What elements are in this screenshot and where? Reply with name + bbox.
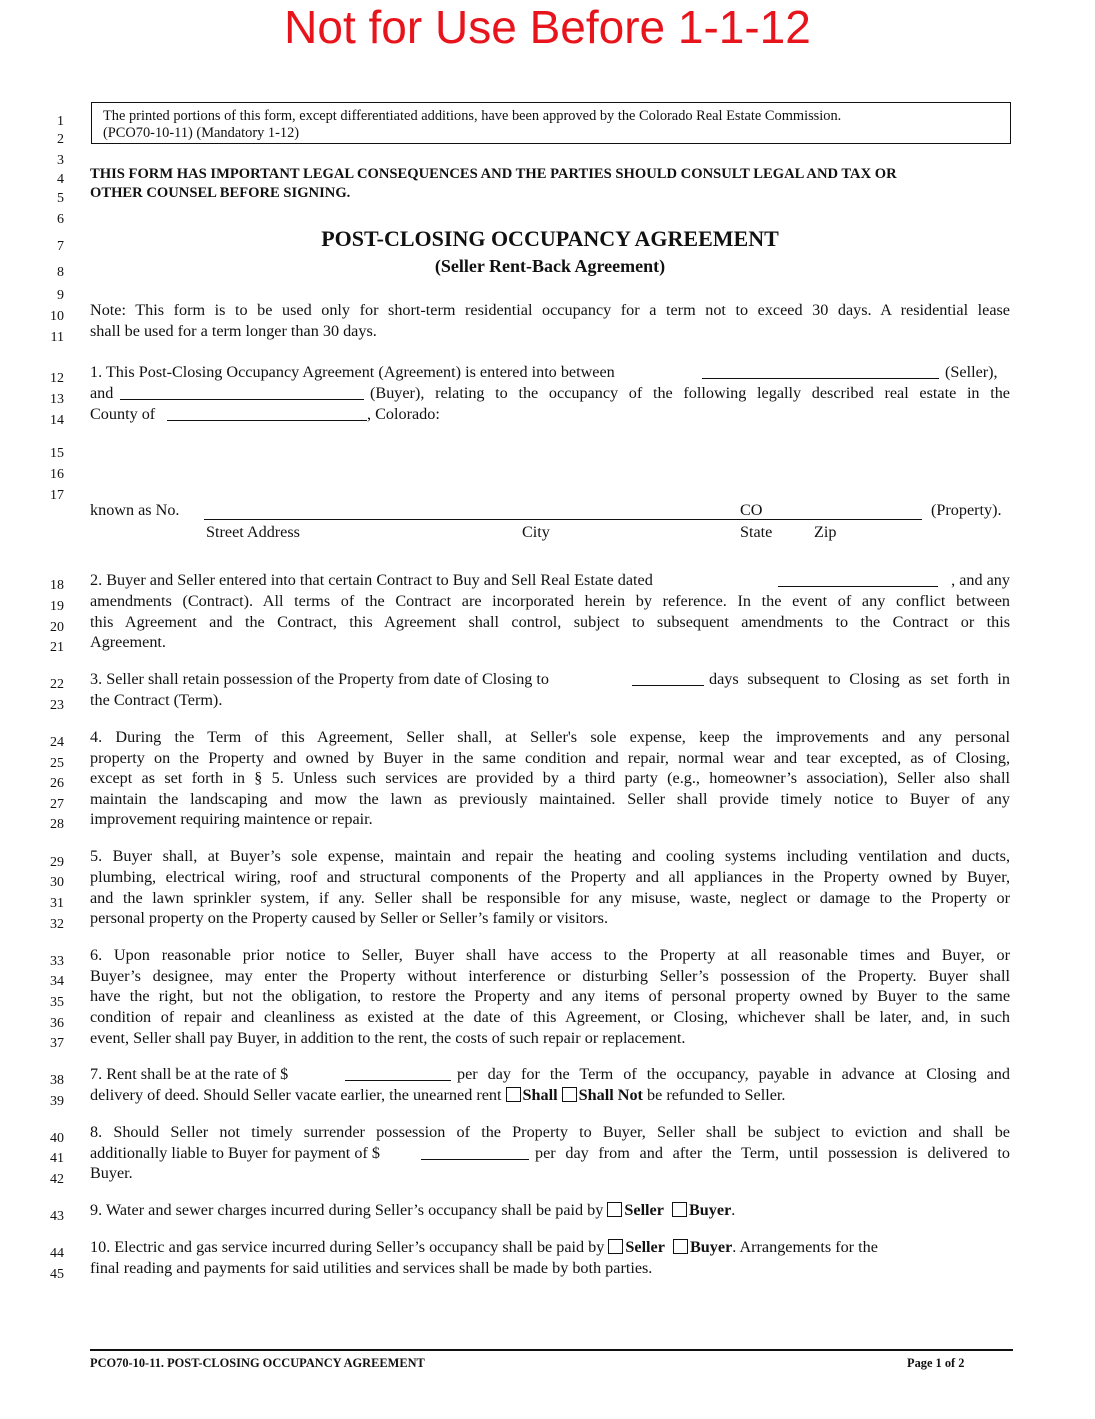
s6-line-4: condition of repair and cleanliness as existed at the date of this Agreement, or Closing, whichever shall be later, and, in such [90,1008,1010,1026]
line-number: 25 [50,756,64,771]
line-number: 19 [50,599,64,614]
s7-text-b: per day for the Term of the occupancy, payable in advance at Closing and [457,1065,1010,1083]
zip-caption: Zip [814,523,837,541]
line-number: 35 [50,995,64,1010]
line-number: 27 [50,797,64,812]
line-number: 14 [50,413,64,428]
s6-line-2: Buyer’s designee, may enter the Property without interference or disturbing Seller’s possession of the Property. Buyer shall [90,967,1010,985]
line-number: 24 [50,735,64,750]
note-line-2: shall be used for a term longer than 30 days. [90,322,377,340]
line-number: 30 [50,875,64,890]
s6-line-3: have the right, but not the obligation, to restore the Property and any items of personal property owned by Buyer to the same [90,987,1010,1005]
line-number: 21 [50,640,64,655]
known-as-label: known as No. [90,501,180,519]
approval-box [91,102,1011,144]
line-number: 4 [57,172,64,187]
s10-text-a: 10. Electric and gas service incurred during Seller’s occupancy shall be paid by [90,1238,605,1256]
line-number: 12 [50,371,64,386]
s8-text-b: per day from and after the Term, until possession is delivered to [535,1144,1010,1162]
s3-text-b: days subsequent to Closing as set forth in [709,670,1010,688]
s3-text-a: 3. Seller shall retain possession of the Property from date of Closing to [90,670,550,688]
s1-text-b: (Seller), [945,363,998,381]
line-number: 11 [50,330,64,345]
s9-end: . [731,1201,736,1219]
s3-line-2: the Contract (Term). [90,691,223,709]
shall-label: Shall [522,1086,558,1104]
county-field[interactable] [167,406,367,421]
line-number: 13 [50,392,64,407]
line-number: 5 [57,191,64,206]
line-number: 45 [50,1267,64,1282]
line-number: 2 [57,132,64,147]
line-number: 1 [57,114,64,129]
s7-text-c: delivery of deed. Should Seller vacate earlier, the unearned rent [90,1086,502,1104]
buyer-name-field[interactable] [120,385,364,400]
page-title: POST-CLOSING OCCUPANCY AGREEMENT [321,226,779,251]
days-field[interactable] [632,671,704,686]
s5-line-4: personal property on the Property caused by Seller or Seller’s family or visitors. [90,909,609,927]
s9-buyer-checkbox[interactable] [672,1202,687,1217]
s4-line-2: property on the Property and owned by Buyer in the same condition and repair, normal wear and tear excepted, as of Closing, [90,749,1010,767]
line-number: 23 [50,698,64,713]
s4-line-4: maintain the landscaping and mow the lawn as previously maintained. Seller shall provide timely notice to Buyer of any [90,790,1010,808]
shall-not-checkbox[interactable] [562,1087,577,1102]
line-number: 16 [50,467,64,482]
s10-line-2: final reading and payments for said utilities and services shall be made by both parties. [90,1259,653,1277]
city-caption: City [522,523,550,541]
warning-line-1: THIS FORM HAS IMPORTANT LEGAL CONSEQUENCES AND THE PARTIES SHOULD CONSULT LEGAL AND TAX OR [90,166,897,182]
line-number: 8 [57,265,64,280]
s8-line-3: Buyer. [90,1164,133,1182]
s10-text-b: . Arrangements for the [732,1238,878,1256]
line-number: 22 [50,677,64,692]
line-number: 29 [50,855,64,870]
line-number: 28 [50,817,64,832]
s9-seller-checkbox[interactable] [607,1202,622,1217]
line-number: 6 [57,212,64,227]
s1-text-c: and [90,384,114,402]
state-value: CO [740,501,763,519]
warning-line-2: OTHER COUNSEL BEFORE SIGNING. [90,185,351,201]
s2-text-b: , and any [951,571,1010,589]
line-number: 37 [50,1036,64,1051]
line-number: 20 [50,620,64,635]
approval-line-1: The printed portions of this form, except differentiated additions, have been approved by the Colorado Real Estate Commission. [103,108,842,124]
page-number: Page 1 of 2 [907,1356,965,1370]
s10-buyer-label: Buyer [689,1238,733,1256]
s1-text-e: County of [90,405,156,423]
line-number: 39 [50,1094,64,1109]
note-line-1: Note: This form is to be used only for short-term residential occupancy for a term not to exceed 30 days. A residential lease [90,301,1010,319]
s5-line-1: 5. Buyer shall, at Buyer’s sole expense, maintain and repair the heating and cooling systems including ventilation and ducts, [90,847,1010,865]
holdover-rate-field[interactable] [421,1145,529,1160]
line-number: 36 [50,1016,64,1031]
s8-line-1: 8. Should Seller not timely surrender possession of the Property to Buyer, Seller shall be subject to eviction and shall be [90,1123,1010,1141]
property-address-field[interactable] [204,519,922,520]
line-number: 33 [50,954,64,969]
s5-line-2: plumbing, electrical wiring, roof and structural components of the Property and all appliances in the Property owned by Buyer, [90,868,1010,886]
line-number: 31 [50,896,64,911]
s1-text-f: , Colorado: [367,405,440,423]
s1-text-d: (Buyer), relating to the occupancy of the following legally described real estate in the [370,384,1010,402]
line-number: 9 [57,288,64,303]
page-subtitle: (Seller Rent-Back Agreement) [434,256,666,276]
approval-line-2: (PCO70-10-11) (Mandatory 1-12) [103,125,300,141]
s9-text-a: 9. Water and sewer charges incurred during Seller’s occupancy shall be paid by [90,1201,604,1219]
line-number: 44 [50,1246,64,1261]
street-address-caption: Street Address [206,523,300,541]
line-number: 41 [50,1151,64,1166]
s10-seller-checkbox[interactable] [608,1239,623,1254]
s5-line-3: and the lawn sprinkler system, if any. Seller shall be responsible for any misuse, waste, neglect or damage to the Property or [90,889,1010,907]
s2-line-3: this Agreement and the Contract, this Agreement shall control, subject to subsequent amendments to the Contract or this [90,613,1010,631]
s4-line-1: 4. During the Term of this Agreement, Seller shall, at Seller's sole expense, keep the improvements and any personal [90,728,1010,746]
footer-form-id: PCO70-10-11. POST-CLOSING OCCUPANCY AGREEMENT [90,1356,425,1370]
s2-line-4: Agreement. [90,633,166,651]
line-number: 38 [50,1073,64,1088]
line-number: 7 [57,239,64,254]
line-number: 15 [50,446,64,461]
state-caption: State [740,523,773,541]
s8-text-a: additionally liable to Buyer for payment of $ [90,1144,380,1162]
shall-checkbox[interactable] [506,1087,521,1102]
rent-rate-field[interactable] [345,1066,451,1081]
s9-seller-label: Seller [624,1201,664,1219]
line-number: 18 [50,578,64,593]
property-label: (Property). [931,501,1002,519]
s1-text-a: 1. This Post-Closing Occupancy Agreement (Agreement) is entered into between [90,363,615,381]
line-number: 17 [50,488,64,503]
s2-text-a: 2. Buyer and Seller entered into that certain Contract to Buy and Sell Real Estate dated [90,571,653,589]
shall-not-label: Shall Not [578,1086,643,1104]
line-number: 40 [50,1131,64,1146]
line-number: 32 [50,917,64,932]
s2-line-2: amendments (Contract). All terms of the Contract are incorporated herein by reference. In the event of any conflict between [90,592,1010,610]
contract-date-field[interactable] [778,572,938,587]
s9-buyer-label: Buyer [688,1201,732,1219]
s7-text-a: 7. Rent shall be at the rate of $ [90,1065,289,1083]
s4-line-3: except as set forth in § 5. Unless such services are provided by a third party (e.g., homeowner’s association), Seller also shall [90,769,1010,787]
s4-line-5: improvement requiring maintence or repair. [90,810,373,828]
seller-name-field[interactable] [702,364,939,379]
watermark: Not for Use Before 1-1-12 [284,1,811,53]
s10-buyer-checkbox[interactable] [673,1239,688,1254]
line-number: 34 [50,974,64,989]
line-number: 3 [57,153,64,168]
line-number: 42 [50,1172,64,1187]
s7-text-d: be refunded to Seller. [647,1086,786,1104]
line-number: 43 [50,1209,64,1224]
line-number: 26 [50,776,64,791]
s10-seller-label: Seller [625,1238,665,1256]
footer-rule [90,1349,1013,1351]
line-number: 10 [50,309,64,324]
s6-line-1: 6. Upon reasonable prior notice to Seller, Buyer shall have access to the Property at all reasonable times and Buyer, or [90,946,1010,964]
s6-line-5: event, Seller shall pay Buyer, in addition to the rent, the costs of such repair or replacement. [90,1029,686,1047]
